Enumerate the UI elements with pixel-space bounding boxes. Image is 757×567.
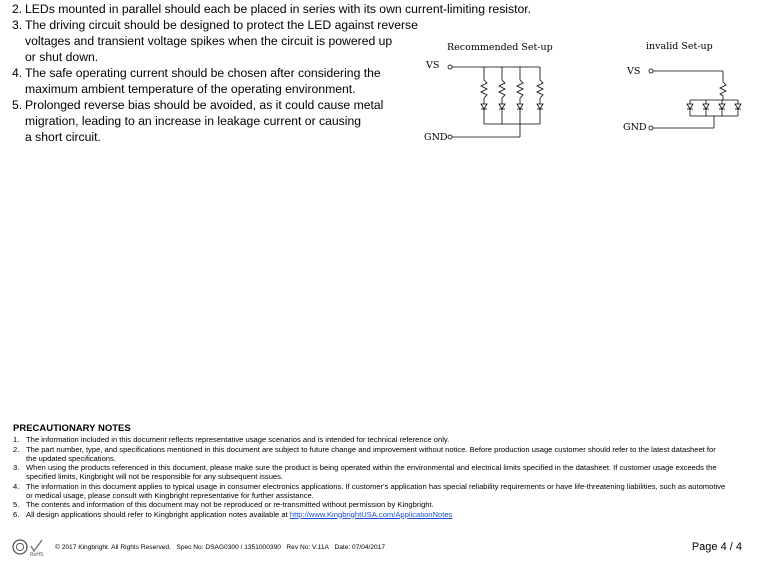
list-number: 2. [12,2,23,16]
revision-number: Rev No: V.11A [286,544,329,551]
note-text: The information in this document applies to typical usage in consumer electronics applications. If customer's application has special reliability requirements or have life-threatening liabilities, such as automotive or medical usage, please consult with Kingbright representative for further assistance. [26,481,726,500]
note-item [13,463,733,482]
precautionary-notes-title: PRECAUTIONARY NOTES [13,423,131,434]
footer [12,538,747,558]
list-item-3 [12,17,418,65]
application-notes-link[interactable]: http://www.KingbrightUSA.com/ApplicationNotes [289,509,453,519]
invalid-setup-diagram [620,40,750,150]
recommended-setup-title: Recommended Set-up [447,42,553,53]
spec-number: Spec No: DSAG0300 / 1351000390 [176,544,281,551]
vs-label: VS [627,66,641,77]
branch-1 [481,67,487,124]
page-number: Page 4 / 4 [691,541,742,553]
note-text: The information included in this document reflects representative usage scenarios and is intended for technical reference only. [26,435,450,444]
list-line: voltages and transient voltage spikes when the circuit is powered up [25,34,393,48]
note-text: When using the products referenced in this document, please make sure the product is being operated within the environmental and electrical limits specified in the datasheet. If customer usage exceeds the specified limits, Kingbright will not be responsible for any subsequent issues. [26,463,717,482]
note-item [13,445,733,464]
branch-2 [499,67,505,124]
list-item-2 [12,1,531,17]
gnd-label: GND [623,122,647,133]
gnd-label: GND [424,132,448,143]
list-number: 5. [12,98,23,112]
note-text: The contents and information of this document may not be reproduced or re-transmitted without permission by Kingbright. [26,500,434,509]
invalid-setup-title: invalid Set-up [646,41,713,52]
list-number: 3. [12,18,23,32]
list-line: Prolonged reverse bias should be avoided, as it could cause metal [25,98,384,112]
led-3 [719,100,725,116]
rohs-logo [12,538,46,558]
list-line: migration, leading to an increase in leakage current or causing [25,114,362,128]
note-number: 6. [13,509,20,519]
led-2 [703,100,709,116]
note-number: 3. [13,463,20,472]
list-line: or shut down. [25,50,99,64]
list-item-4 [12,65,381,97]
note-number: 5. [13,500,20,509]
list-number: 4. [12,66,23,80]
note-text: The part number, type, and specifications mentioned in this document are subject to future change and improvement without notice. Before production usage customer should refer to the latest datasheet for the updated specifications. [26,444,716,463]
list-item-5 [12,97,383,145]
invalid-circuit [620,40,750,150]
rohs-label: RoHS [30,552,44,558]
list-line: maximum ambient temperature of the operating environment. [25,82,356,96]
note-text: All design applications should refer to Kingbright application notes available at [26,509,288,519]
note-item [13,482,733,501]
vs-label: VS [426,60,440,71]
list-line: The driving circuit should be designed to protect the LED against reverse [25,18,418,32]
note-number: 1. [13,435,20,444]
note-number: 2. [13,444,20,454]
list-line: The safe operating current should be chosen after considering the [25,66,381,80]
list-line: LEDs mounted in parallel should each be placed in series with its own current-limiting resistor. [25,2,532,16]
note-item [13,435,733,444]
note-item [13,510,733,519]
branch-4 [537,67,543,124]
recommended-setup-diagram [420,40,560,150]
copyright-text: © 2017 Kingbright. All Rights Reserved. [55,544,171,551]
note-item [13,500,733,509]
list-line: a short circuit. [25,130,101,144]
footer-meta [55,544,385,551]
led-1 [687,100,693,116]
note-number: 4. [13,481,20,491]
led-4 [735,100,741,116]
recommended-circuit [420,40,560,150]
document-date: Date: 07/04/2017 [334,544,386,551]
branch-3 [517,67,523,137]
